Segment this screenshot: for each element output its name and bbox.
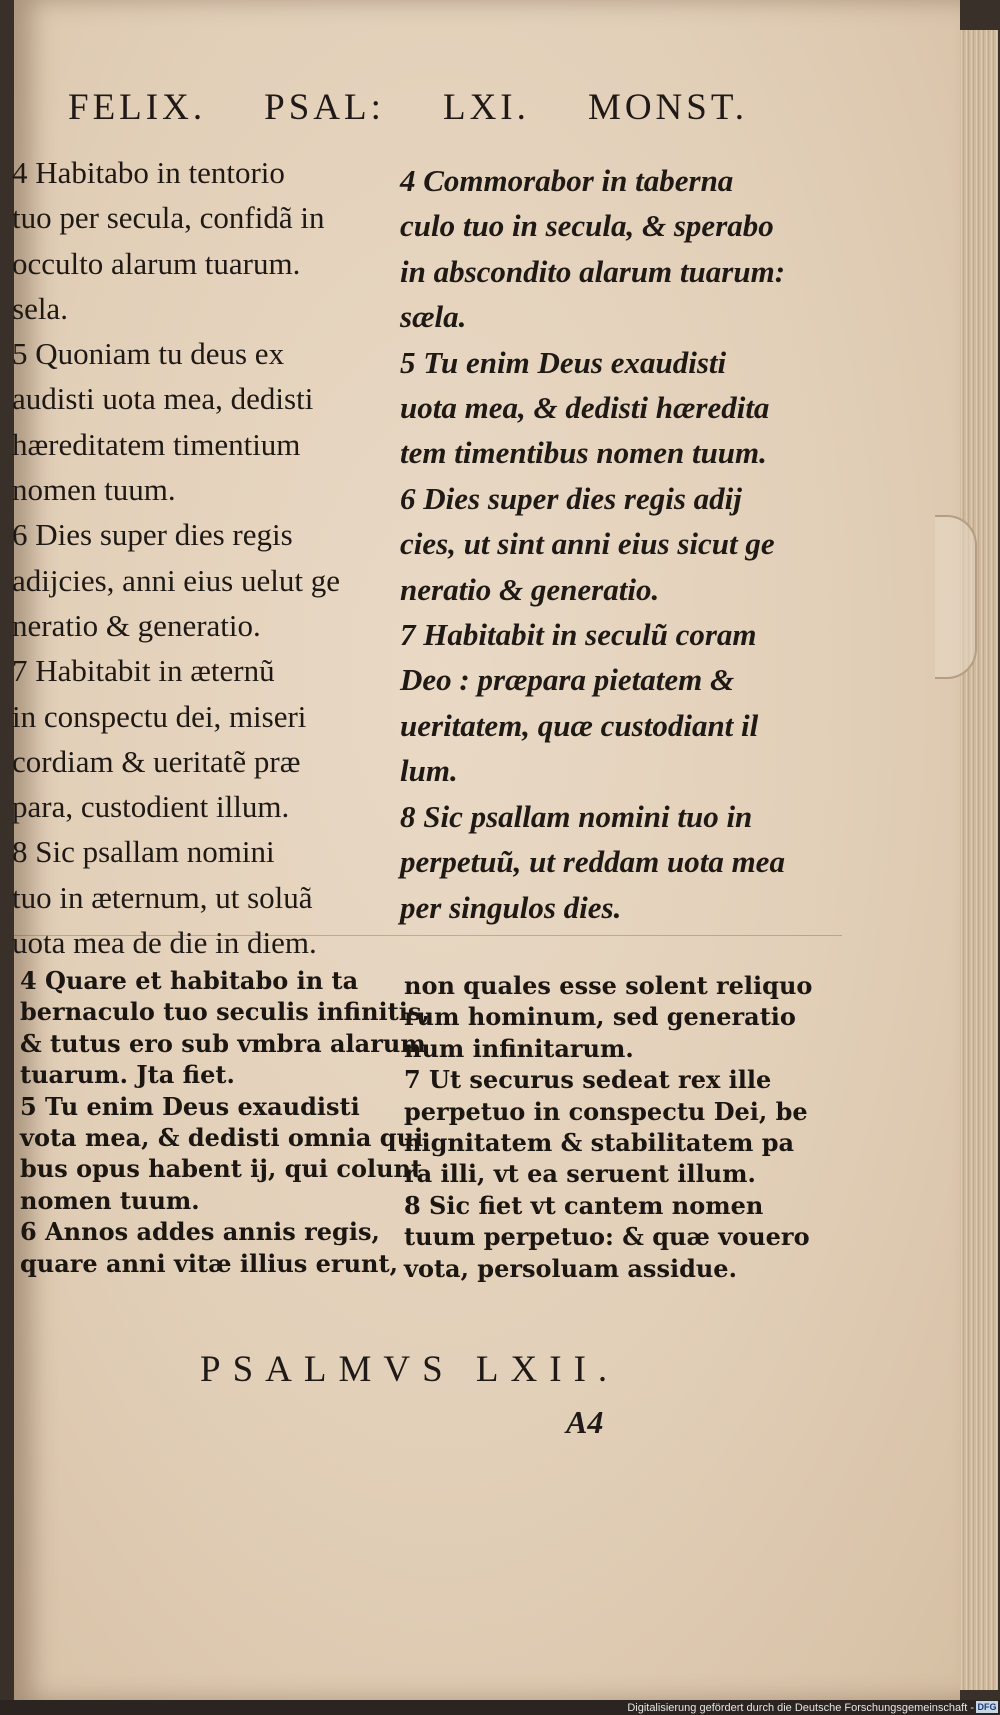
text-line: per singulos dies. — [400, 889, 622, 925]
text-line: 5 Tu enim Deus exaudisti — [400, 344, 727, 380]
text-line: ueritatem, quæ custodiant il — [400, 707, 759, 743]
text-line: 6 Dies super dies regis adij — [400, 480, 742, 516]
text-line: sela. — [12, 290, 68, 326]
text-line: cies, ut sint anni eius sicut ge — [400, 526, 775, 562]
right-commentary-column — [404, 970, 840, 1284]
text-line: in conspectu dei, miseri — [12, 698, 307, 734]
text-line: tuo in æternum, ut soluã — [12, 879, 313, 915]
commentary-line: 5 Tu enim Deus exaudisti — [20, 1091, 360, 1121]
commentary-line: & tutus ero sub vmbra alarum — [20, 1028, 426, 1058]
header-right: MONST. — [587, 87, 748, 128]
commentary-line: tuum perpetuo: & quæ vouero — [404, 1222, 810, 1252]
commentary-line: bus opus habent ij, qui colunt — [20, 1154, 423, 1184]
commentary-line: non quales esse solent reliquo — [404, 971, 813, 1000]
header-psalm-number: LXI. — [442, 87, 530, 128]
commentary-line: 6 Annos addes annis regis, — [20, 1217, 380, 1247]
text-line: neratio & generatio. — [400, 571, 660, 607]
header-left: FELIX. — [68, 87, 207, 128]
section-divider — [12, 935, 842, 936]
text-line: lum. — [400, 753, 458, 789]
text-line: tuo per secula, confidã in — [12, 200, 325, 236]
right-translation-column — [400, 158, 840, 930]
text-line: hæreditatem timentium — [12, 426, 301, 462]
text-line: 4 Commorabor in taberna — [400, 163, 734, 198]
commentary-line: ra illi, vt ea seruent illum. — [404, 1159, 756, 1189]
left-translation-column — [12, 150, 388, 965]
printer-signature-mark: A4 — [566, 1404, 604, 1440]
commentary-line: perpetuo in conspectu Dei, be — [404, 1096, 808, 1126]
left-commentary-column — [20, 965, 430, 1279]
commentary-line: tuarum. Jta fiet. — [20, 1060, 235, 1090]
text-line: Deo : præpara pietatem & — [400, 662, 735, 698]
text-line: 4 Habitabo in tentorio — [12, 155, 285, 190]
text-line: nomen tuum. — [12, 472, 176, 508]
commentary-line: bernaculo tuo seculis infinitis, — [20, 997, 430, 1027]
running-header — [68, 86, 748, 136]
text-line: 5 Quoniam tu deus ex — [12, 336, 285, 372]
text-line: 8 Sic psallam nomini tuo in — [400, 798, 753, 834]
text-line: 8 Sic psallam nomini — [12, 834, 275, 870]
text-line: audisti uota mea, dedisti — [12, 381, 314, 417]
header-mid: PSAL: — [264, 87, 385, 128]
commentary-line: 8 Sic fiet vt cantem nomen — [404, 1190, 764, 1220]
digitization-credit-bar — [0, 1700, 1000, 1715]
text-line: sæla. — [400, 299, 467, 335]
digitization-credit: Digitalisierung gefördert durch die Deutsche Forschungsgemeinschaft - — [627, 1701, 974, 1714]
commentary-line: quare anni vitæ illius erunt, — [20, 1248, 398, 1278]
text-line: culo tuo in secula, & sperabo — [400, 208, 774, 244]
text-line: para, custodient illum. — [12, 789, 290, 825]
text-line: cordiam & ueritatẽ præ — [12, 743, 301, 779]
commentary-line: 7 Ut securus sedeat rex ille — [404, 1065, 772, 1095]
commentary-line: vota, persoluam assidue. — [404, 1253, 737, 1283]
commentary-line: num infinitarum. — [404, 1033, 634, 1063]
text-line: 6 Dies super dies regis — [12, 517, 293, 553]
commentary-line: 4 Quare et habitabo in ta — [20, 966, 359, 995]
text-line: neratio & generatio. — [12, 607, 261, 643]
page-fold-tab — [935, 515, 977, 679]
commentary-line: vota mea, & dedisti omnia qui — [20, 1123, 424, 1153]
dfg-logo-icon: DFG — [977, 1702, 997, 1712]
commentary-line: rum hominum, sed generatio — [404, 1002, 796, 1032]
page-edges — [960, 30, 998, 1690]
text-line: in abscondito alarum tuarum: — [400, 253, 786, 289]
text-line: adijcies, anni eius uelut ge — [12, 562, 340, 598]
text-line: perpetuũ, ut reddam uota mea — [400, 844, 785, 880]
next-psalm-title: PSALMVS LXII. — [200, 1349, 620, 1390]
text-line: uota mea de die in diem. — [12, 925, 317, 961]
commentary-line: nignitatem & stabilitatem pa — [404, 1128, 795, 1158]
commentary-line: nomen tuum. — [20, 1185, 200, 1215]
text-line: 7 Habitabit in seculũ coram — [400, 617, 757, 653]
text-line: tem timentibus nomen tuum. — [400, 435, 767, 471]
text-line: uota mea, & dedisti hæredita — [400, 390, 770, 426]
text-line: occulto alarum tuarum. — [12, 245, 301, 281]
text-line: 7 Habitabit in æternũ — [12, 653, 275, 689]
